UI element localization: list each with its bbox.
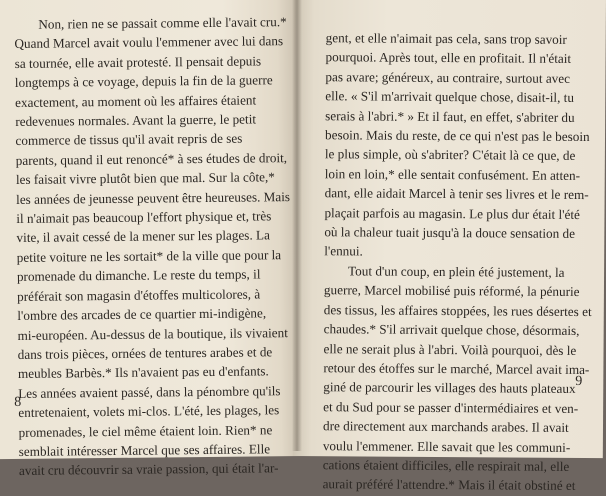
text-line: Quand Marcel avait voulu l'emmener avec lui dans [14, 33, 284, 52]
text-line: dant, elle aidait Marcel à tenir ses livres et le rem- [324, 185, 589, 203]
text-line: elle ne serait plus à l'abri. Voilà pourquoi, dès le [323, 340, 577, 358]
text-line: il n'aimait pas beaucoup l'effort physique et, très [16, 208, 272, 227]
text-line: voulu l'emmener. Elle savait que les communi- [322, 437, 571, 455]
text-line: besoin. Mais du reste, de ce qui n'est pas le besoin [324, 127, 590, 145]
text-line: meubles Barbès.* Ils n'avaient pas eu d'enfants. [17, 363, 269, 382]
text-line: giné de parcourir les villages des hauts plateaux [323, 379, 576, 397]
text-line: entretenaient, volets mi-clos. L'été, les plages, les [18, 402, 280, 421]
text-line: les années de jeunesse peuvent être heureuses. Mais [16, 188, 291, 207]
text-line: Tout d'un coup, en plein été justement, la [348, 263, 565, 280]
text-line: pourquoi. Après tout, elle en profitait. Il n'était [325, 49, 572, 67]
text-line: vite, il avait cessé de la mener sur les plages. La [16, 227, 270, 246]
right-page-text [323, 28, 594, 496]
text-line: exactement, au moment où les affaires étaient [15, 92, 257, 110]
text-line: des tissus, les affaires stoppées, les rues désertes et [323, 301, 592, 319]
text-line: cations étaient difficiles, elle respirait mal, elle [322, 457, 570, 474]
text-line: commerce de tissus qu'il avait repris de ses [15, 131, 243, 149]
text-line: les faisait vivre plutôt bien que mal. Sur la côte,* [15, 169, 275, 188]
text-line: et du Sud pour se passer d'intermédiaires et ven- [323, 398, 579, 416]
text-line: guerre, Marcel mobilisé puis réformé, la pénurie [323, 282, 580, 300]
text-line: serais à l'abri.* » Et il faut, en effet, s'abriter du [325, 107, 575, 125]
text-line: aurait préféré l'attendre.* Mais il était obstiné et [322, 476, 576, 494]
text-line: petite voiture ne les sortait* de la ville que pour la [16, 247, 282, 265]
text-line: dre directement aux marchands arabes. Il avait [322, 418, 569, 436]
text-line: où la chaleur tuait jusqu'à la douce sensation de [324, 224, 576, 242]
text-line: longtemps à ce voyage, depuis la fin de la guerre [14, 72, 273, 91]
text-line: promenade du dimanche. Le reste du temps, il [16, 266, 261, 285]
text-line: gent, et elle n'aimait pas cela, sans trop savoir [325, 30, 567, 47]
page-number-left: 8 [14, 394, 22, 410]
text-line: Non, rien ne se passait comme elle l'avait cru.* [38, 14, 287, 32]
text-line: retour des étoffes sur le marché, Marcel avait ima- [323, 360, 590, 377]
text-line: Les années avaient passé, dans la pénombre qu'ils [18, 382, 281, 401]
right-page [293, 0, 606, 494]
text-line: sa tournée, elle avait protesté. Il pensait depuis [14, 53, 262, 71]
text-line: préférait son magasin d'étoffes multicolores, à [17, 286, 261, 304]
text-line: mi-européen. Au-dessus de la boutique, ils vivaient [17, 324, 288, 343]
page-number-right: 9 [575, 373, 583, 390]
text-line: redevenues normales. Avant la guerre, le petit [15, 111, 257, 129]
text-line: avait cru découvrir sa vraie passion, qui était l'ar- [18, 460, 279, 479]
text-line: dans trois pièces, ornées de tentures arabes et de [17, 344, 273, 362]
left-page-text [14, 12, 289, 481]
text-line: promenades, le ciel même étaient loin. Rien* ne [18, 421, 273, 440]
text-line: plaçait parfois au magasin. Le plus dur était l'été [324, 204, 580, 222]
text-line: parents, quand il eut renoncé* à ses études de droit, [15, 149, 288, 168]
text-line: l'ennui. [324, 243, 363, 259]
text-line: le plus simple, où s'abriter? C'était là ce que, de [324, 146, 576, 164]
text-line: pas avare; généreux, au contraire, surtout avec [325, 69, 571, 86]
left-page [0, 0, 303, 479]
text-line: loin en loin,* elle sentait confusément. En atten- [324, 166, 581, 183]
text-line: semblait intéresser Marcel que ses affaires. Elle [18, 441, 271, 459]
text-line: l'ombre des arcades de ce quartier mi-indigène, [17, 305, 267, 324]
text-line: elle. « S'il m'arrivait quelque chose, disait-il, tu [325, 88, 575, 106]
text-line: chaudes.* S'il arrivait quelque chose, désormais, [323, 321, 580, 339]
book-gutter [292, 0, 302, 451]
